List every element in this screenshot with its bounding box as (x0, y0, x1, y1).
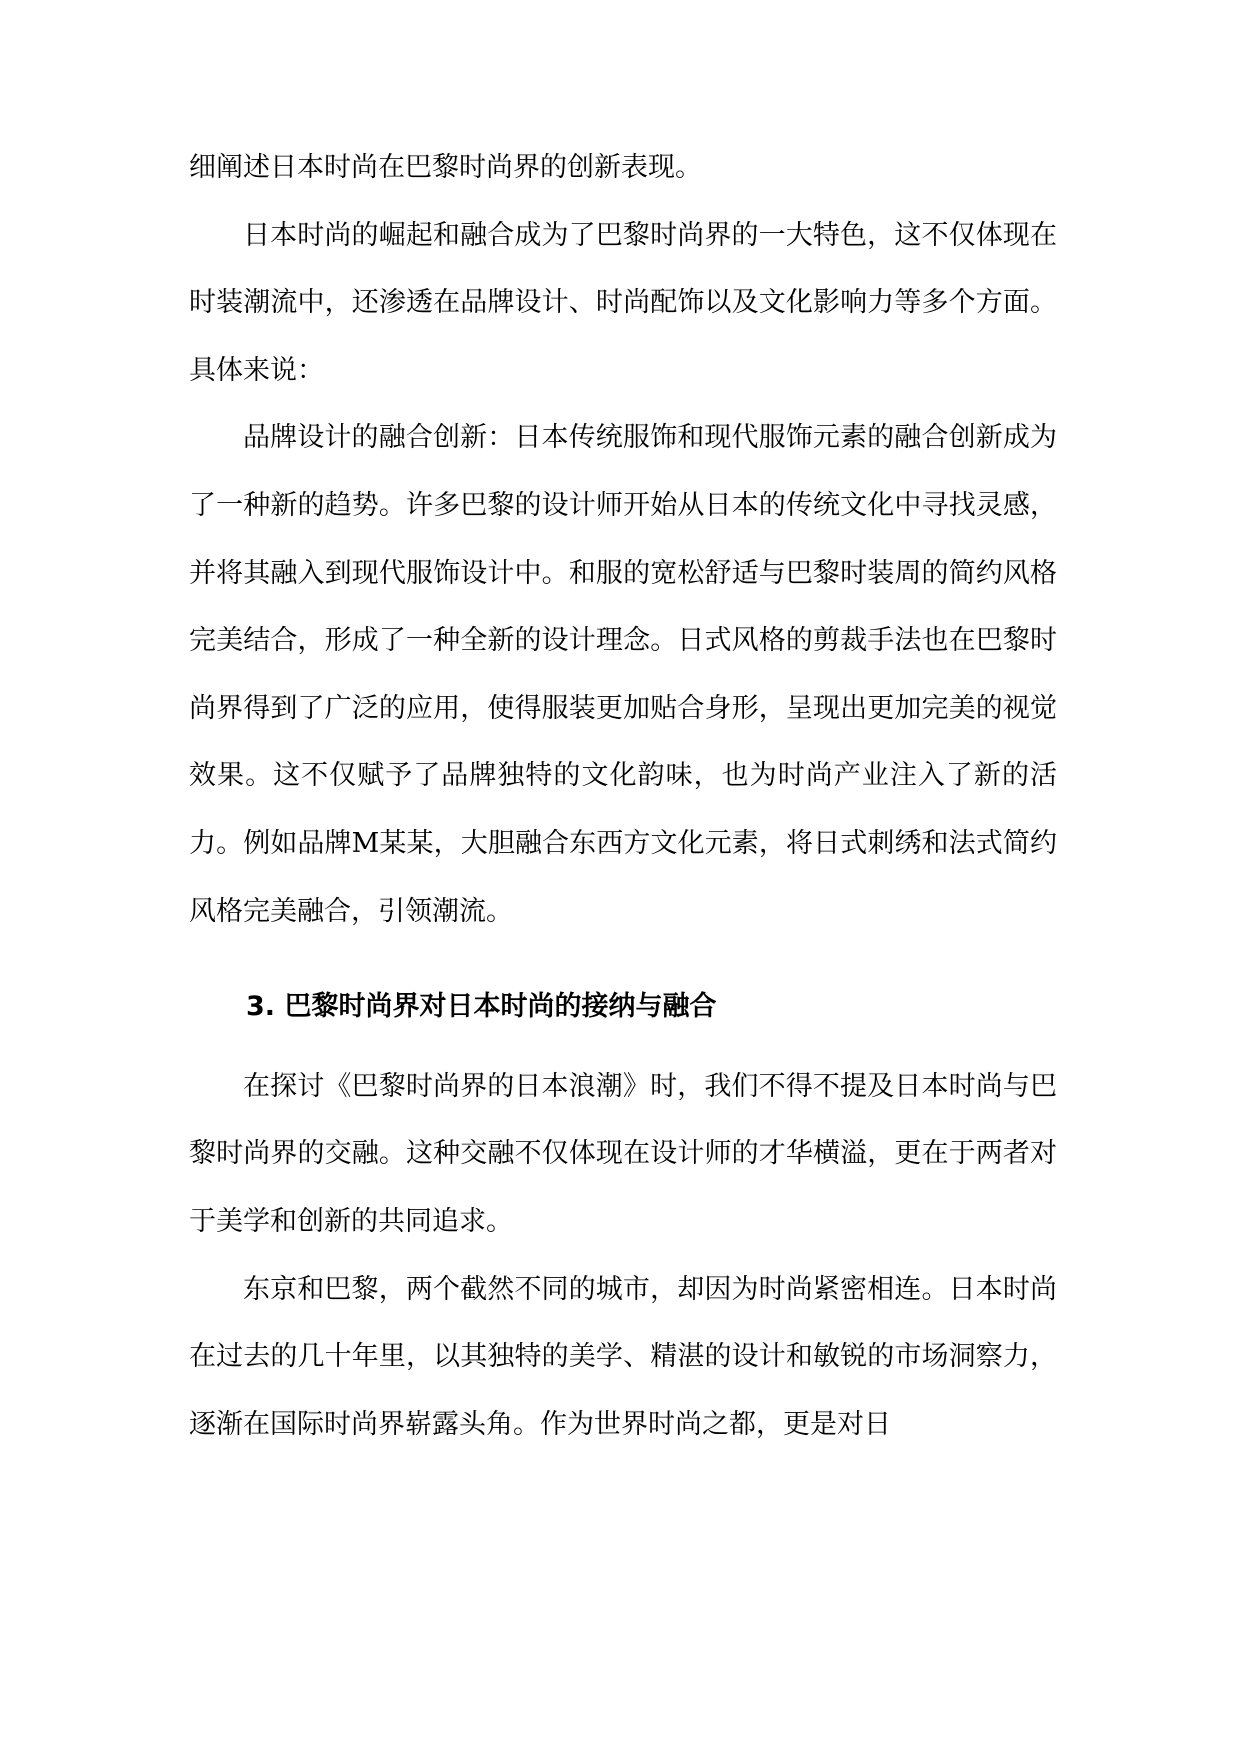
paragraph-continued: 细阐述日本时尚在巴黎时尚界的创新表现。 (189, 152, 702, 183)
paragraph: 品牌设计的融合创新：日本传统服饰和现代服饰元素的融合创新成为了一种新的趋势。许多巴黎的设计师开始从日本的传统文化中寻找灵感，并将其融入到现代服饰设计中。和服的宽松舒适与巴黎时装周的简约风格完美结合，形成了一种全新的设计理念。日式风格的剪裁手法也在巴黎时尚界得到了广泛的应用，使得服装更加贴合身形，呈现出更加完美的视觉效果。这不仅赋予了品牌独特的文化韵味，也为时尚产业注入了新的活力。例如品牌M某某，大胆融合东西方文化元素，将日式刺绣和法式简约风格完美融合，引领潮流。 (189, 422, 1057, 927)
body-text (189, 134, 1057, 1458)
paragraph: 东京和巴黎，两个截然不同的城市，却因为时尚紧密相连。日本时尚在过去的几十年里，以其独特的美学、精湛的设计和敏锐的市场洞察力，逐渐在国际时尚界崭露头角。作为世界时尚之都，更是对日 (189, 1273, 1057, 1440)
section-heading: 3. 巴黎时尚界对日本时尚的接纳与融合 (246, 991, 717, 1023)
paragraph: 在探讨《巴黎时尚界的日本浪潮》时，我们不得不提及日本时尚与巴黎时尚界的交融。这种交融不仅体现在设计师的才华横溢，更在于两者对于美学和创新的共同追求。 (189, 1070, 1057, 1237)
paragraph: 日本时尚的崛起和融合成为了巴黎时尚界的一大特色，这不仅体现在时装潮流中，还渗透在品牌设计、时尚配饰以及文化影响力等多个方面。具体来说： (189, 219, 1057, 386)
